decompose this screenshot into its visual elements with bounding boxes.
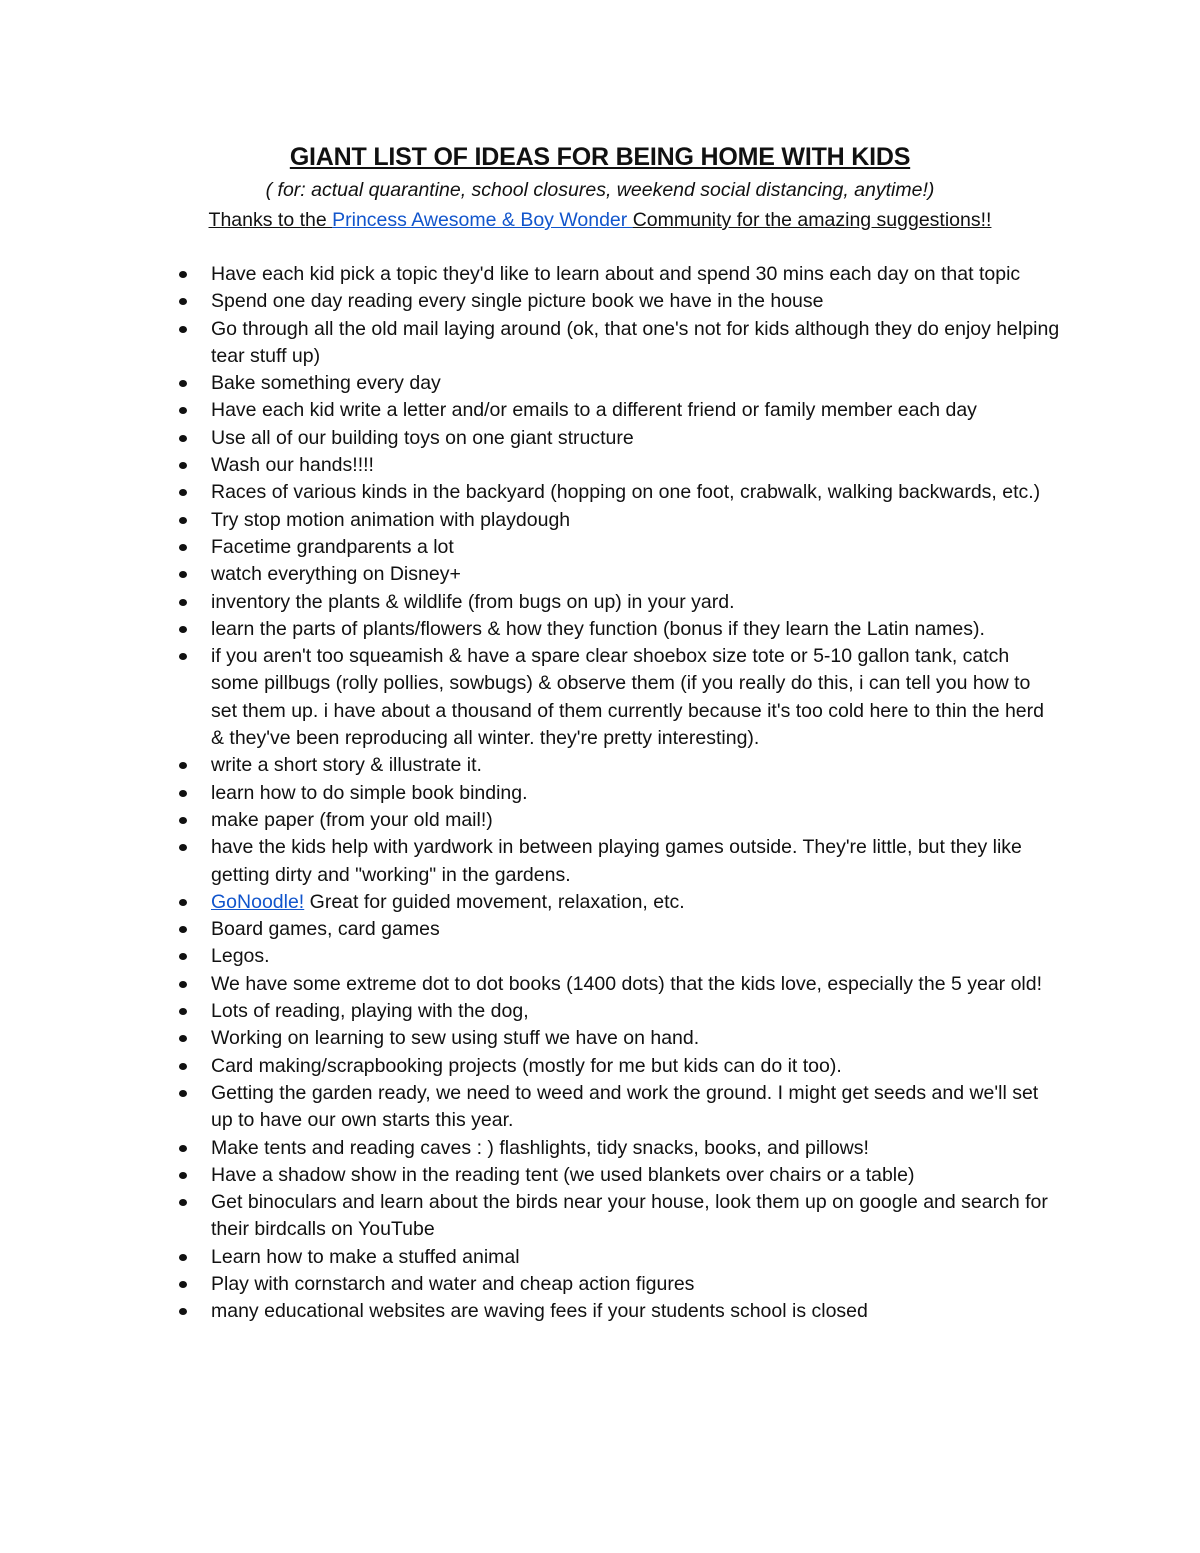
idea-text: inventory the plants & wildlife (from bugs on up) in your yard. bbox=[211, 590, 735, 613]
idea-item bbox=[0, 1244, 1061, 1271]
idea-item bbox=[0, 479, 1061, 506]
document-title: GIANT LIST OF IDEAS FOR BEING HOME WITH KIDS bbox=[289, 143, 911, 171]
idea-item bbox=[0, 534, 1061, 561]
idea-text: Have a shadow show in the reading tent (we used blankets over chairs or a table) bbox=[211, 1163, 915, 1186]
idea-text: Card making/scrapbooking projects (mostly for me but kids can do it too). bbox=[211, 1054, 842, 1077]
bullet-icon bbox=[179, 544, 187, 551]
idea-text: Board games, card games bbox=[211, 918, 440, 941]
idea-item bbox=[0, 1080, 1061, 1135]
idea-text: Great for guided movement, relaxation, etc. bbox=[304, 890, 685, 913]
idea-item bbox=[0, 425, 1061, 452]
idea-item bbox=[0, 1298, 1061, 1325]
idea-text: if you aren't too squeamish & have a spare clear shoebox size tote or 5-10 gallon tank, catch some pillbugs (rolly pollies, sowbugs) & observe them (if you really do this, i can tell you how to set them up. i have about a thousand of them currently because it's too cold here to thin the herd & they've been reproducing all winter. they're pretty interesting). bbox=[211, 645, 1044, 750]
bullet-icon bbox=[179, 1172, 187, 1179]
idea-item bbox=[0, 780, 1061, 807]
idea-item bbox=[0, 998, 1061, 1025]
bullet-icon bbox=[179, 653, 187, 660]
bullet-icon bbox=[179, 462, 187, 469]
idea-text: Legos. bbox=[211, 945, 270, 968]
bullet-icon bbox=[179, 1035, 187, 1042]
idea-text: Play with cornstarch and water and cheap action figures bbox=[211, 1272, 695, 1295]
document-header bbox=[0, 138, 1200, 236]
idea-item bbox=[0, 752, 1061, 779]
idea-text: Getting the garden ready, we need to weed and work the ground. I might get seeds and we'll set up to have our own starts this year. bbox=[211, 1081, 1039, 1132]
idea-text: Get binoculars and learn about the birds near your house, look them up on google and search for their birdcalls on YouTube bbox=[211, 1191, 1048, 1241]
idea-text: Lots of reading, playing with the dog, bbox=[211, 1000, 529, 1023]
idea-item bbox=[0, 1053, 1061, 1080]
idea-text: Bake something every day bbox=[211, 372, 441, 395]
princess-awesome-link[interactable]: Princess Awesome & Boy Wonder bbox=[332, 209, 633, 231]
bullet-icon bbox=[179, 1145, 187, 1152]
idea-item bbox=[0, 1025, 1061, 1052]
idea-text: write a short story & illustrate it. bbox=[211, 754, 482, 777]
idea-text: Use all of our building toys on one giant structure bbox=[211, 426, 634, 449]
bullet-icon bbox=[179, 271, 187, 278]
idea-item bbox=[0, 589, 1061, 616]
idea-item bbox=[0, 261, 1061, 288]
idea-item bbox=[0, 889, 1061, 916]
bullet-icon bbox=[179, 981, 187, 988]
idea-item bbox=[0, 452, 1061, 479]
bullet-icon bbox=[179, 1281, 187, 1288]
idea-item bbox=[0, 561, 1061, 588]
thanks-prefix: Thanks to the bbox=[208, 209, 333, 231]
idea-text: Spend one day reading every single picture book we have in the house bbox=[211, 290, 824, 313]
bullet-icon bbox=[179, 1063, 187, 1070]
idea-item bbox=[0, 1162, 1061, 1189]
bullet-icon bbox=[179, 599, 187, 606]
idea-item bbox=[0, 316, 1061, 371]
bullet-icon bbox=[179, 899, 187, 906]
bullet-icon bbox=[179, 817, 187, 824]
bullet-icon bbox=[179, 1199, 187, 1206]
idea-text: have the kids help with yardwork in between playing games outside. They're little, but they like getting dirty and "working" in the gardens. bbox=[211, 836, 1022, 886]
bullet-icon bbox=[179, 953, 187, 960]
idea-text: We have some extreme dot to dot books (1400 dots) that the kids love, especially the 5 year old! bbox=[211, 972, 1043, 995]
idea-text: many educational websites are waving fees if your students school is closed bbox=[211, 1300, 868, 1323]
idea-item bbox=[0, 507, 1061, 534]
bullet-icon bbox=[179, 762, 187, 769]
idea-item bbox=[0, 288, 1061, 315]
ideas-list bbox=[0, 261, 1061, 1326]
bullet-icon bbox=[179, 790, 187, 797]
idea-text: learn the parts of plants/flowers & how they function (bonus if they learn the Latin names). bbox=[211, 617, 985, 640]
idea-item bbox=[0, 807, 1061, 834]
idea-text: Wash our hands!!!! bbox=[211, 454, 374, 477]
bullet-icon bbox=[179, 326, 187, 333]
bullet-icon bbox=[179, 489, 187, 496]
document-subtitle: ( for: actual quarantine, school closures, weekend social distancing, anytime!) bbox=[265, 179, 935, 201]
idea-text: Have each kid pick a topic they'd like to learn about and spend 30 mins each day on that topic bbox=[211, 263, 1021, 285]
thanks-line bbox=[0, 204, 1200, 236]
idea-text: Learn how to make a stuffed animal bbox=[211, 1245, 520, 1268]
idea-text: Have each kid write a letter and/or emails to a different friend or family member each day bbox=[211, 399, 977, 422]
idea-item bbox=[0, 916, 1061, 943]
bullet-icon bbox=[179, 844, 187, 851]
idea-text: Go through all the old mail laying around (ok, that one's not for kids although they do enjoy helping tear stuff up) bbox=[211, 317, 1060, 367]
idea-text: Races of various kinds in the backyard (hopping on one foot, crabwalk, walking backwards, etc.) bbox=[211, 481, 1041, 504]
bullet-icon bbox=[179, 517, 187, 524]
bullet-icon bbox=[179, 298, 187, 305]
gonoodle-link[interactable]: GoNoodle! bbox=[211, 890, 305, 913]
idea-item bbox=[0, 370, 1061, 397]
bullet-icon bbox=[179, 926, 187, 933]
idea-text: Working on learning to sew using stuff we have on hand. bbox=[211, 1027, 700, 1050]
idea-item bbox=[0, 834, 1061, 889]
bullet-icon bbox=[179, 407, 187, 414]
idea-item bbox=[0, 971, 1061, 998]
idea-item bbox=[0, 616, 1061, 643]
bullet-icon bbox=[179, 1090, 187, 1097]
idea-item bbox=[0, 643, 1061, 752]
idea-item bbox=[0, 397, 1061, 424]
idea-item bbox=[0, 1189, 1061, 1244]
thanks-suffix: Community for the amazing suggestions!! bbox=[632, 209, 992, 231]
idea-text: Try stop motion animation with playdough bbox=[211, 508, 571, 531]
bullet-icon bbox=[179, 1308, 187, 1315]
idea-item bbox=[0, 1271, 1061, 1298]
bullet-icon bbox=[179, 1008, 187, 1015]
idea-text: make paper (from your old mail!) bbox=[211, 808, 493, 831]
bullet-icon bbox=[179, 626, 187, 633]
idea-text: Facetime grandparents a lot bbox=[211, 535, 454, 558]
idea-text: learn how to do simple book binding. bbox=[211, 781, 528, 804]
bullet-icon bbox=[179, 435, 187, 442]
idea-item bbox=[0, 1135, 1061, 1162]
bullet-icon bbox=[179, 1254, 187, 1261]
idea-text: watch everything on Disney+ bbox=[211, 563, 461, 586]
bullet-icon bbox=[179, 380, 187, 387]
idea-text: Make tents and reading caves : ) flashlights, tidy snacks, books, and pillows! bbox=[211, 1136, 869, 1159]
idea-item bbox=[0, 943, 1061, 970]
bullet-icon bbox=[179, 571, 187, 578]
